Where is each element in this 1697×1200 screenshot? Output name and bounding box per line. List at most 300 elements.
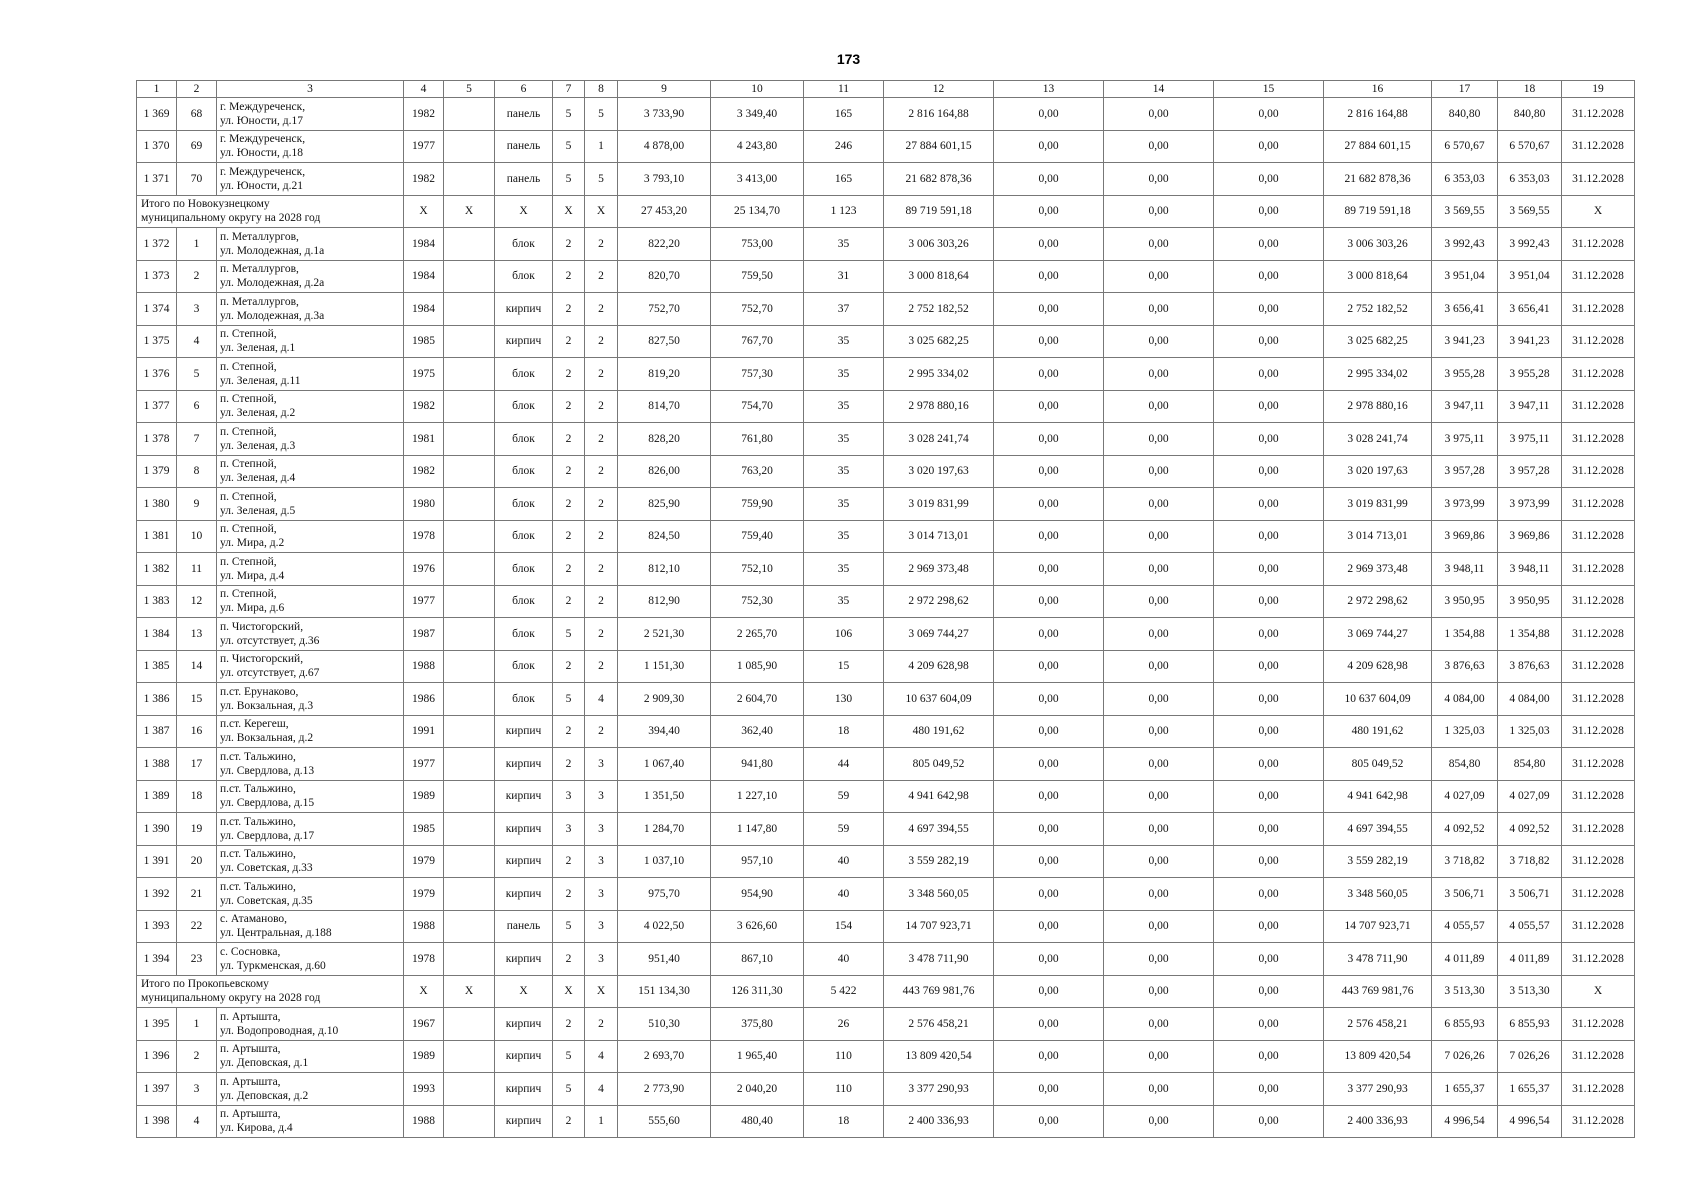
table-row xyxy=(137,748,1635,781)
residents-cell: 35 xyxy=(804,325,884,358)
year-cell: 1979 xyxy=(404,878,444,911)
col18-cell: 4 055,57 xyxy=(1498,910,1562,943)
floors-cell: 2 xyxy=(553,845,585,878)
col13-cell: 0,00 xyxy=(994,943,1104,976)
living-area-cell: 757,30 xyxy=(711,358,804,391)
entrances-cell: 2 xyxy=(585,553,618,586)
col14-cell: 0,00 xyxy=(1104,813,1214,846)
address-line1: с. Сосновка, xyxy=(220,945,281,958)
sub-number-cell: 7 xyxy=(177,423,217,456)
address-line2: ул. Зеленая, д.5 xyxy=(220,504,296,517)
col13-cell: 0,00 xyxy=(994,1040,1104,1073)
column-header: 6 xyxy=(495,81,553,98)
residents-cell: 110 xyxy=(804,1073,884,1106)
address-cell xyxy=(217,845,404,878)
col16-cell: 3 348 560,05 xyxy=(1324,878,1432,911)
table-row xyxy=(137,423,1635,456)
col13-cell: 0,00 xyxy=(994,98,1104,131)
col15-cell: 0,00 xyxy=(1214,260,1324,293)
col16-cell: 4 941 642,98 xyxy=(1324,780,1432,813)
row-number-cell: 1 378 xyxy=(137,423,177,456)
living-area-cell: 126 311,30 xyxy=(711,975,804,1008)
col14-cell: 0,00 xyxy=(1104,228,1214,261)
date-cell: 31.12.2028 xyxy=(1562,943,1635,976)
residents-cell: 5 422 xyxy=(804,975,884,1008)
col17-cell: 1 325,03 xyxy=(1432,715,1498,748)
floors-cell: 2 xyxy=(553,520,585,553)
address-line2: ул. Юности, д.17 xyxy=(220,114,304,127)
residents-cell: 40 xyxy=(804,845,884,878)
table-row xyxy=(137,618,1635,651)
year-cell: 1975 xyxy=(404,358,444,391)
material-cell: кирпич xyxy=(495,878,553,911)
column-header: 16 xyxy=(1324,81,1432,98)
residents-cell: 59 xyxy=(804,780,884,813)
col5-cell xyxy=(444,553,495,586)
col5-cell xyxy=(444,845,495,878)
col16-cell: 4 209 628,98 xyxy=(1324,650,1432,683)
row-number-cell: 1 369 xyxy=(137,98,177,131)
address-cell xyxy=(217,1105,404,1138)
cost-total-cell: 3 006 303,26 xyxy=(884,228,994,261)
col5-cell xyxy=(444,813,495,846)
sub-number-cell: 19 xyxy=(177,813,217,846)
floors-cell: 5 xyxy=(553,1073,585,1106)
entrances-cell: 2 xyxy=(585,390,618,423)
living-area-cell: 754,70 xyxy=(711,390,804,423)
row-number-cell: 1 389 xyxy=(137,780,177,813)
cost-total-cell: 14 707 923,71 xyxy=(884,910,994,943)
col14-cell: 0,00 xyxy=(1104,780,1214,813)
date-cell: 31.12.2028 xyxy=(1562,520,1635,553)
material-cell: блок xyxy=(495,585,553,618)
address-line2: ул. Юности, д.18 xyxy=(220,147,304,160)
address-cell xyxy=(217,520,404,553)
col16-cell: 2 978 880,16 xyxy=(1324,390,1432,423)
entrances-cell: 2 xyxy=(585,358,618,391)
table-row xyxy=(137,715,1635,748)
date-cell: 31.12.2028 xyxy=(1562,423,1635,456)
total-row xyxy=(137,195,1635,228)
material-cell: X xyxy=(495,195,553,228)
col18-cell: 4 996,54 xyxy=(1498,1105,1562,1138)
year-cell: 1977 xyxy=(404,748,444,781)
address-line1: п. Металлургов, xyxy=(220,295,299,308)
col16-cell: 89 719 591,18 xyxy=(1324,195,1432,228)
date-cell: 31.12.2028 xyxy=(1562,1073,1635,1106)
col16-cell: 3 025 682,25 xyxy=(1324,325,1432,358)
total-label-line1: Итого по Новокузнецкому xyxy=(141,198,270,211)
col14-cell: 0,00 xyxy=(1104,1040,1214,1073)
col14-cell: 0,00 xyxy=(1104,1073,1214,1106)
year-cell: 1991 xyxy=(404,715,444,748)
col16-cell: 3 000 818,64 xyxy=(1324,260,1432,293)
address-cell xyxy=(217,98,404,131)
col13-cell: 0,00 xyxy=(994,390,1104,423)
row-number-cell: 1 377 xyxy=(137,390,177,423)
entrances-cell: 2 xyxy=(585,325,618,358)
col18-cell: 6 570,67 xyxy=(1498,130,1562,163)
address-cell xyxy=(217,358,404,391)
date-cell: 31.12.2028 xyxy=(1562,650,1635,683)
col18-cell: 4 011,89 xyxy=(1498,943,1562,976)
address-line2: ул. Водопроводная, д.10 xyxy=(220,1024,339,1037)
row-number-cell: 1 375 xyxy=(137,325,177,358)
floors-cell: 3 xyxy=(553,780,585,813)
col13-cell: 0,00 xyxy=(994,1008,1104,1041)
floors-cell: 5 xyxy=(553,98,585,131)
cost-total-cell: 3 019 831,99 xyxy=(884,488,994,521)
year-cell: 1981 xyxy=(404,423,444,456)
address-line2: ул. Кирова, д.4 xyxy=(220,1122,293,1135)
row-number-cell: 1 385 xyxy=(137,650,177,683)
floors-cell: 2 xyxy=(553,293,585,326)
col17-cell: 3 513,30 xyxy=(1432,975,1498,1008)
cost-total-cell: 3 028 241,74 xyxy=(884,423,994,456)
year-cell: X xyxy=(404,195,444,228)
col18-cell: 3 955,28 xyxy=(1498,358,1562,391)
residents-cell: 35 xyxy=(804,358,884,391)
col16-cell: 3 478 711,90 xyxy=(1324,943,1432,976)
floors-cell: 5 xyxy=(553,130,585,163)
table-header xyxy=(137,81,1635,98)
sub-number-cell: 2 xyxy=(177,260,217,293)
residents-cell: 165 xyxy=(804,98,884,131)
col13-cell: 0,00 xyxy=(994,780,1104,813)
col17-cell: 6 855,93 xyxy=(1432,1008,1498,1041)
table-row xyxy=(137,878,1635,911)
col15-cell: 0,00 xyxy=(1214,358,1324,391)
living-area-cell: 752,30 xyxy=(711,585,804,618)
col14-cell: 0,00 xyxy=(1104,618,1214,651)
residents-cell: 37 xyxy=(804,293,884,326)
date-cell: 31.12.2028 xyxy=(1562,293,1635,326)
col13-cell: 0,00 xyxy=(994,358,1104,391)
floors-cell: 2 xyxy=(553,228,585,261)
living-area-cell: 759,50 xyxy=(711,260,804,293)
column-header: 7 xyxy=(553,81,585,98)
col5-cell xyxy=(444,423,495,456)
cost-total-cell: 89 719 591,18 xyxy=(884,195,994,228)
col13-cell: 0,00 xyxy=(994,228,1104,261)
cost-total-cell: 2 752 182,52 xyxy=(884,293,994,326)
year-cell: 1982 xyxy=(404,455,444,488)
material-cell: кирпич xyxy=(495,715,553,748)
page-number: 173 xyxy=(836,51,861,67)
year-cell: 1985 xyxy=(404,813,444,846)
date-cell: 31.12.2028 xyxy=(1562,130,1635,163)
total-label-line1: Итого по Прокопьевскому xyxy=(141,978,269,991)
col15-cell: 0,00 xyxy=(1214,1040,1324,1073)
entrances-cell: 4 xyxy=(585,1040,618,1073)
address-cell xyxy=(217,1073,404,1106)
address-line1: п. Артышта, xyxy=(220,1075,281,1088)
sub-number-cell: 16 xyxy=(177,715,217,748)
sub-number-cell: 14 xyxy=(177,650,217,683)
cost-total-cell: 3 000 818,64 xyxy=(884,260,994,293)
total-area-cell: 3 793,10 xyxy=(618,163,711,196)
col13-cell: 0,00 xyxy=(994,975,1104,1008)
col15-cell: 0,00 xyxy=(1214,1105,1324,1138)
col5-cell xyxy=(444,488,495,521)
table-row xyxy=(137,910,1635,943)
year-cell: 1979 xyxy=(404,845,444,878)
date-cell: 31.12.2028 xyxy=(1562,813,1635,846)
col17-cell: 3 957,28 xyxy=(1432,455,1498,488)
cost-total-cell: 10 637 604,09 xyxy=(884,683,994,716)
cost-total-cell: 2 400 336,93 xyxy=(884,1105,994,1138)
residents-cell: 154 xyxy=(804,910,884,943)
material-cell: блок xyxy=(495,358,553,391)
table-row xyxy=(137,683,1635,716)
total-area-cell: 824,50 xyxy=(618,520,711,553)
col14-cell: 0,00 xyxy=(1104,553,1214,586)
cost-total-cell: 805 049,52 xyxy=(884,748,994,781)
total-area-cell: 828,20 xyxy=(618,423,711,456)
col14-cell: 0,00 xyxy=(1104,195,1214,228)
table-row xyxy=(137,163,1635,196)
address-cell xyxy=(217,1008,404,1041)
address-line1: п. Артышта, xyxy=(220,1043,281,1056)
address-cell xyxy=(217,910,404,943)
total-area-cell: 951,40 xyxy=(618,943,711,976)
row-number-cell: 1 395 xyxy=(137,1008,177,1041)
sub-number-cell: 9 xyxy=(177,488,217,521)
cost-total-cell: 4 209 628,98 xyxy=(884,650,994,683)
residents-cell: 26 xyxy=(804,1008,884,1041)
sub-number-cell: 23 xyxy=(177,943,217,976)
row-number-cell: 1 374 xyxy=(137,293,177,326)
col17-cell: 4 011,89 xyxy=(1432,943,1498,976)
table-row xyxy=(137,553,1635,586)
col13-cell: 0,00 xyxy=(994,910,1104,943)
col13-cell: 0,00 xyxy=(994,488,1104,521)
column-header: 10 xyxy=(711,81,804,98)
col13-cell: 0,00 xyxy=(994,683,1104,716)
table-row xyxy=(137,1040,1635,1073)
entrances-cell: 4 xyxy=(585,683,618,716)
col14-cell: 0,00 xyxy=(1104,585,1214,618)
residents-cell: 35 xyxy=(804,423,884,456)
col13-cell: 0,00 xyxy=(994,423,1104,456)
column-header: 4 xyxy=(404,81,444,98)
col14-cell: 0,00 xyxy=(1104,878,1214,911)
living-area-cell: 753,00 xyxy=(711,228,804,261)
entrances-cell: 2 xyxy=(585,455,618,488)
residents-cell: 110 xyxy=(804,1040,884,1073)
date-cell: 31.12.2028 xyxy=(1562,910,1635,943)
year-cell: 1984 xyxy=(404,293,444,326)
col14-cell: 0,00 xyxy=(1104,455,1214,488)
entrances-cell: 1 xyxy=(585,130,618,163)
col17-cell: 3 950,95 xyxy=(1432,585,1498,618)
col16-cell: 14 707 923,71 xyxy=(1324,910,1432,943)
material-cell: кирпич xyxy=(495,325,553,358)
col14-cell: 0,00 xyxy=(1104,1105,1214,1138)
sub-number-cell: 8 xyxy=(177,455,217,488)
cost-total-cell: 3 025 682,25 xyxy=(884,325,994,358)
col13-cell: 0,00 xyxy=(994,845,1104,878)
col18-cell: 3 513,30 xyxy=(1498,975,1562,1008)
col15-cell: 0,00 xyxy=(1214,553,1324,586)
material-cell: блок xyxy=(495,520,553,553)
col16-cell: 2 752 182,52 xyxy=(1324,293,1432,326)
total-label-cell xyxy=(137,975,404,1008)
col17-cell: 3 876,63 xyxy=(1432,650,1498,683)
address-line1: п.ст. Тальжино, xyxy=(220,848,296,861)
col17-cell: 3 951,04 xyxy=(1432,260,1498,293)
col15-cell: 0,00 xyxy=(1214,910,1324,943)
sub-number-cell: 20 xyxy=(177,845,217,878)
col17-cell: 854,80 xyxy=(1432,748,1498,781)
col15-cell: 0,00 xyxy=(1214,585,1324,618)
year-cell: 1989 xyxy=(404,780,444,813)
row-number-cell: 1 376 xyxy=(137,358,177,391)
material-cell: блок xyxy=(495,260,553,293)
living-area-cell: 763,20 xyxy=(711,455,804,488)
residents-cell: 35 xyxy=(804,228,884,261)
material-cell: панель xyxy=(495,910,553,943)
entrances-cell: 2 xyxy=(585,715,618,748)
living-area-cell: 2 604,70 xyxy=(711,683,804,716)
address-line2: ул. Мира, д.2 xyxy=(220,537,285,550)
table-row xyxy=(137,390,1635,423)
col5-cell xyxy=(444,943,495,976)
address-cell xyxy=(217,1040,404,1073)
living-area-cell: 3 626,60 xyxy=(711,910,804,943)
col17-cell: 7 026,26 xyxy=(1432,1040,1498,1073)
living-area-cell: 1 965,40 xyxy=(711,1040,804,1073)
column-header: 1 xyxy=(137,81,177,98)
material-cell: кирпич xyxy=(495,1008,553,1041)
table-row xyxy=(137,520,1635,553)
col16-cell: 3 006 303,26 xyxy=(1324,228,1432,261)
cost-total-cell: 443 769 981,76 xyxy=(884,975,994,1008)
residents-cell: 44 xyxy=(804,748,884,781)
col16-cell: 3 019 831,99 xyxy=(1324,488,1432,521)
col18-cell: 3 975,11 xyxy=(1498,423,1562,456)
total-area-cell: 820,70 xyxy=(618,260,711,293)
col5-cell xyxy=(444,325,495,358)
residents-cell: 40 xyxy=(804,878,884,911)
total-label-line2: муниципальному округу на 2028 год xyxy=(141,992,321,1005)
sub-number-cell: 70 xyxy=(177,163,217,196)
row-number-cell: 1 370 xyxy=(137,130,177,163)
living-area-cell: 25 134,70 xyxy=(711,195,804,228)
material-cell: блок xyxy=(495,423,553,456)
address-line2: ул. Свердлова, д.17 xyxy=(220,829,315,842)
total-area-cell: 1 037,10 xyxy=(618,845,711,878)
table-row xyxy=(137,585,1635,618)
floors-cell: 2 xyxy=(553,943,585,976)
col16-cell: 2 995 334,02 xyxy=(1324,358,1432,391)
cost-total-cell: 3 014 713,01 xyxy=(884,520,994,553)
year-cell: X xyxy=(404,975,444,1008)
col17-cell: 3 947,11 xyxy=(1432,390,1498,423)
floors-cell: X xyxy=(553,975,585,1008)
year-cell: 1977 xyxy=(404,585,444,618)
address-line1: п. Степной, xyxy=(220,555,277,568)
address-cell xyxy=(217,780,404,813)
address-line1: п. Степной, xyxy=(220,393,277,406)
entrances-cell: 2 xyxy=(585,423,618,456)
residents-cell: 35 xyxy=(804,488,884,521)
year-cell: 1984 xyxy=(404,260,444,293)
col14-cell: 0,00 xyxy=(1104,910,1214,943)
entrances-cell: 3 xyxy=(585,910,618,943)
sub-number-cell: 3 xyxy=(177,1073,217,1106)
total-area-cell: 2 521,30 xyxy=(618,618,711,651)
living-area-cell: 3 349,40 xyxy=(711,98,804,131)
living-area-cell: 375,80 xyxy=(711,1008,804,1041)
sub-number-cell: 10 xyxy=(177,520,217,553)
sub-number-cell: 21 xyxy=(177,878,217,911)
material-cell: блок xyxy=(495,488,553,521)
col14-cell: 0,00 xyxy=(1104,715,1214,748)
col13-cell: 0,00 xyxy=(994,878,1104,911)
address-cell xyxy=(217,488,404,521)
col17-cell: 3 941,23 xyxy=(1432,325,1498,358)
row-number-cell: 1 390 xyxy=(137,813,177,846)
table-row xyxy=(137,293,1635,326)
total-area-cell: 555,60 xyxy=(618,1105,711,1138)
cost-total-cell: 3 377 290,93 xyxy=(884,1073,994,1106)
col13-cell: 0,00 xyxy=(994,585,1104,618)
address-line2: ул. отсутствует, д.67 xyxy=(220,667,320,680)
year-cell: 1976 xyxy=(404,553,444,586)
col13-cell: 0,00 xyxy=(994,293,1104,326)
total-area-cell: 510,30 xyxy=(618,1008,711,1041)
row-number-cell: 1 396 xyxy=(137,1040,177,1073)
col13-cell: 0,00 xyxy=(994,715,1104,748)
col15-cell: 0,00 xyxy=(1214,455,1324,488)
column-header: 8 xyxy=(585,81,618,98)
year-cell: 1988 xyxy=(404,1105,444,1138)
column-header: 19 xyxy=(1562,81,1635,98)
address-line1: г. Междуреченск, xyxy=(220,100,306,113)
column-header: 14 xyxy=(1104,81,1214,98)
total-area-cell: 752,70 xyxy=(618,293,711,326)
cost-total-cell: 3 348 560,05 xyxy=(884,878,994,911)
table-row xyxy=(137,1105,1635,1138)
col14-cell: 0,00 xyxy=(1104,520,1214,553)
entrances-cell: X xyxy=(585,195,618,228)
material-cell: кирпич xyxy=(495,293,553,326)
col17-cell: 1 655,37 xyxy=(1432,1073,1498,1106)
col16-cell: 2 972 298,62 xyxy=(1324,585,1432,618)
floors-cell: 2 xyxy=(553,1105,585,1138)
col5-cell: X xyxy=(444,195,495,228)
residents-cell: 1 123 xyxy=(804,195,884,228)
cost-total-cell: 4 697 394,55 xyxy=(884,813,994,846)
date-cell: 31.12.2028 xyxy=(1562,455,1635,488)
living-area-cell: 3 413,00 xyxy=(711,163,804,196)
address-cell xyxy=(217,943,404,976)
address-line2: ул. Молодежная, д.1а xyxy=(220,244,325,257)
address-line1: п. Чистогорский, xyxy=(220,653,304,666)
address-cell xyxy=(217,748,404,781)
col14-cell: 0,00 xyxy=(1104,423,1214,456)
material-cell: блок xyxy=(495,683,553,716)
year-cell: 1982 xyxy=(404,163,444,196)
col13-cell: 0,00 xyxy=(994,325,1104,358)
address-line2: ул. Советская, д.35 xyxy=(220,894,313,907)
address-line1: п. Степной, xyxy=(220,360,277,373)
date-cell: 31.12.2028 xyxy=(1562,488,1635,521)
floors-cell: 2 xyxy=(553,878,585,911)
col14-cell: 0,00 xyxy=(1104,163,1214,196)
col18-cell: 3 569,55 xyxy=(1498,195,1562,228)
